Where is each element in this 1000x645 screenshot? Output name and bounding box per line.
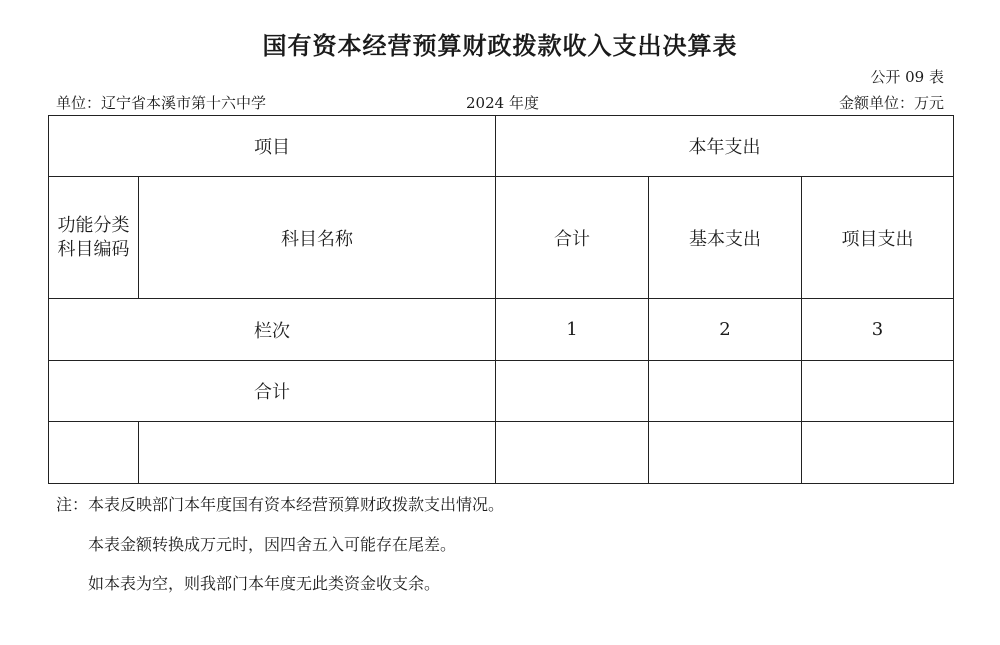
col-project-expense: 项目支出: [802, 177, 954, 299]
table-cell: [802, 422, 954, 484]
column-number-2: 2: [649, 299, 802, 361]
table-cell: [139, 422, 496, 484]
col-subject-name: 科目名称: [139, 177, 496, 299]
final-accounts-table: [48, 115, 954, 484]
total-value-2: [649, 361, 802, 422]
note-1: 注：本表反映部门本年度国有资本经营预算财政拨款支出情况。: [56, 495, 505, 514]
table-cell: [496, 422, 649, 484]
col-function-code: [49, 177, 139, 299]
row-total-label: 合计: [49, 361, 496, 422]
table-cell: [649, 422, 802, 484]
column-number-1: 1: [496, 299, 649, 361]
table-row-total: [49, 361, 954, 422]
table-header-row: [49, 116, 954, 177]
amount-unit: 金额单位：万元: [838, 94, 944, 112]
fiscal-year: 2024 年度: [466, 94, 539, 112]
table-row-column-index: [49, 299, 954, 361]
form-code: 公开 09 表: [870, 68, 944, 86]
note-3: 如本表为空，则我部门本年度无此类资金收支余。: [88, 574, 441, 593]
total-value-1: [496, 361, 649, 422]
header-current-year-expense: 本年支出: [496, 116, 954, 177]
col-function-code-line2: 科目编码: [57, 238, 130, 260]
table-cell: [49, 422, 139, 484]
table-subheader-row: [49, 177, 954, 299]
note-2: 本表金额转换成万元时，因四舍五入可能存在尾差。: [88, 535, 457, 554]
column-number-3: 3: [802, 299, 954, 361]
col-function-code-line1: 功能分类: [57, 214, 130, 236]
row-column-label: 栏次: [49, 299, 496, 361]
total-value-3: [802, 361, 954, 422]
table-row: [49, 422, 954, 484]
col-basic-expense: 基本支出: [649, 177, 802, 299]
header-project: 项目: [49, 116, 496, 177]
page-title: 国有资本经营预算财政拨款收入支出决算表: [262, 32, 738, 60]
reporting-unit: 单位：辽宁省本溪市第十六中学: [56, 94, 267, 112]
col-total: 合计: [496, 177, 649, 299]
